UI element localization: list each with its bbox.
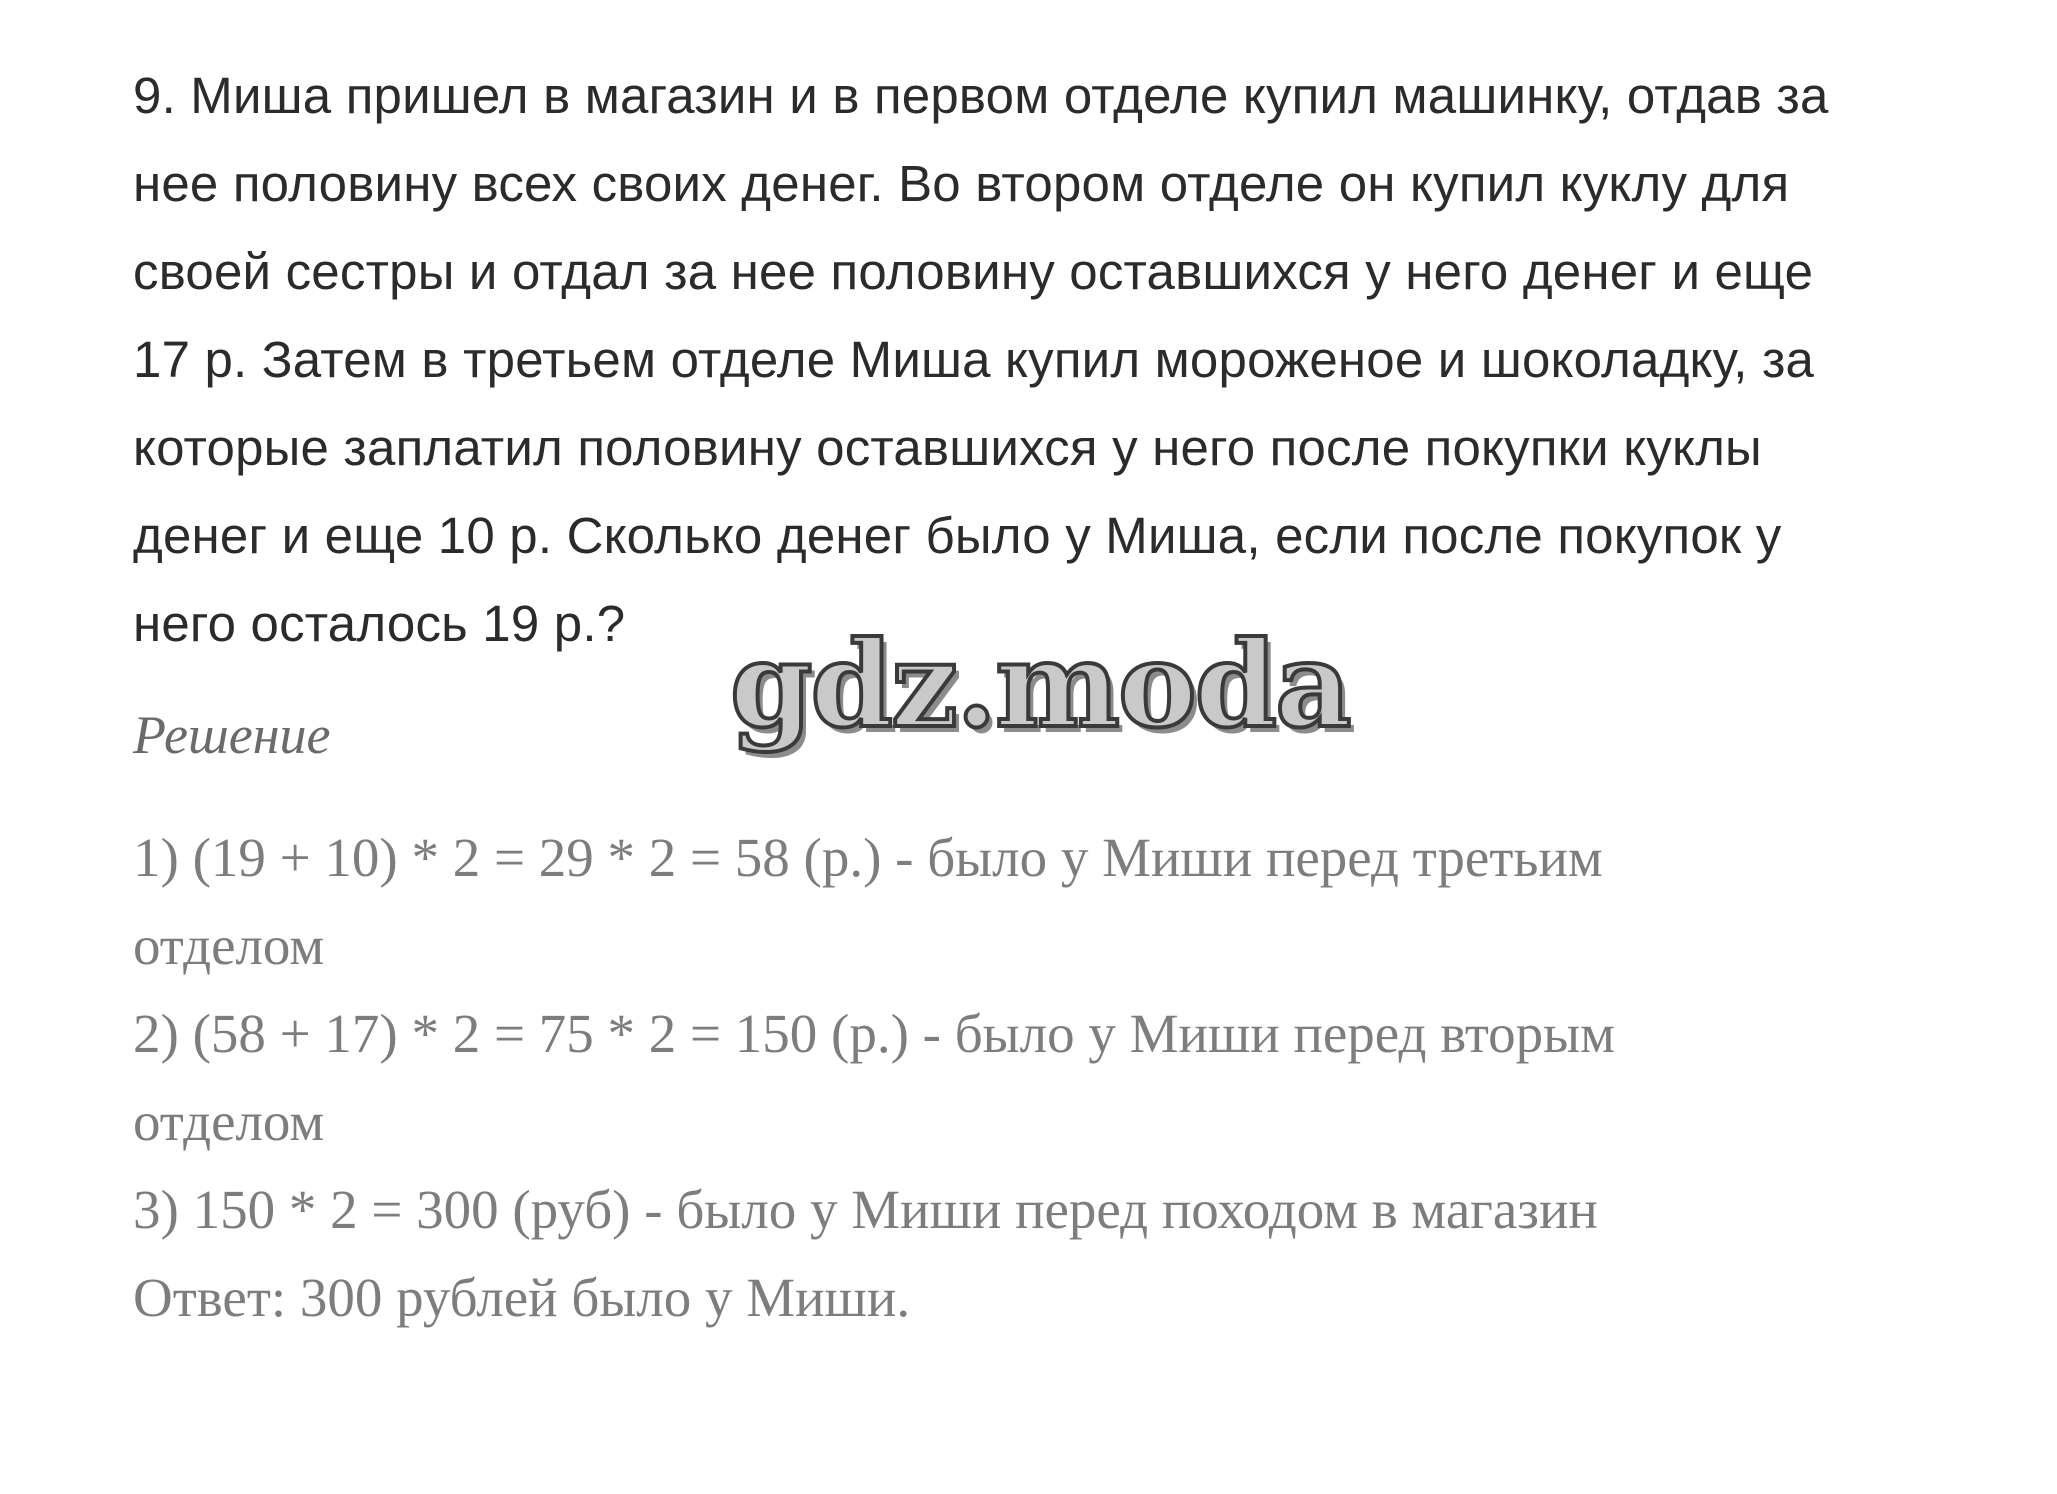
problem-line: которые заплатил половину оставшихся у него после покупки куклы [133, 419, 1762, 476]
solution-line: 1) (19 + 10) * 2 = 29 * 2 = 58 (р.) - было у Миши перед третьим [133, 827, 1603, 888]
solution-heading: Решение [133, 705, 331, 765]
solution-line: отделом [133, 915, 325, 976]
solution-steps [133, 814, 1993, 1342]
solution-line: 2) (58 + 17) * 2 = 75 * 2 = 150 (р.) - было у Миши перед вторым [133, 1003, 1615, 1064]
solution-line: 3) 150 * 2 = 300 (руб) - было у Миши перед походом в магазин [133, 1179, 1598, 1240]
problem-statement [133, 52, 1993, 668]
answer-line: Ответ: 300 рублей было у Миши. [133, 1267, 911, 1328]
problem-line: 17 р. Затем в третьем отделе Миша купил мороженое и шоколадку, за [133, 331, 1815, 388]
watermark-logo: gdz.moda [730, 615, 1350, 754]
problem-line: нее половину всех своих денег. Во втором отделе он купил куклу для [133, 155, 1790, 212]
solution-line: отделом [133, 1091, 325, 1152]
problem-line: своей сестры и отдал за нее половину оставшихся у него денег и еще [133, 243, 1814, 300]
problem-line: 9. Миша пришел в магазин и в первом отделе купил машинку, отдав за [133, 67, 1829, 124]
problem-line: него осталось 19 р.? [133, 595, 626, 652]
problem-line: денег и еще 10 р. Сколько денег было у Миша, если после покупок у [133, 507, 1782, 564]
